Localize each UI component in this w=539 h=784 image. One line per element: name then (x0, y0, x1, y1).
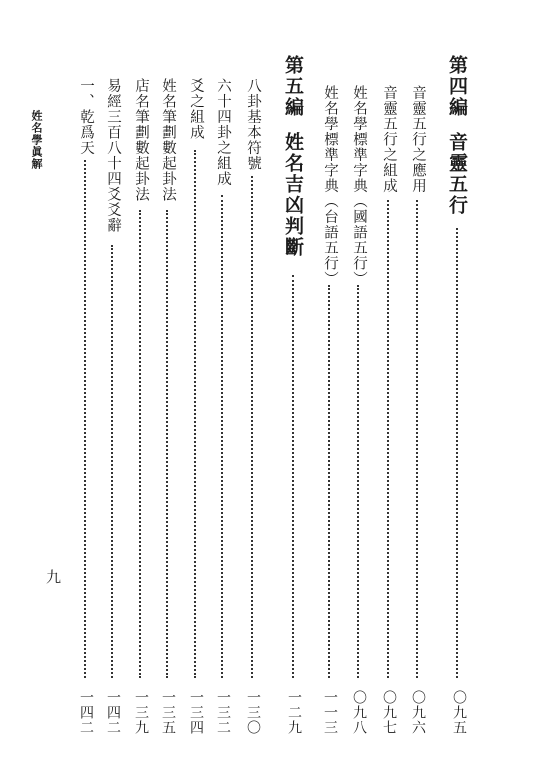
toc-entry-leader (416, 200, 418, 678)
toc-entry-page: 一四二 (78, 690, 94, 735)
toc-entry-leader (328, 285, 330, 678)
toc-entry-page: 一三四 (188, 690, 204, 735)
toc-entry-title: 易經三百八十四爻爻辭 (105, 78, 121, 233)
toc-entry-title: 音靈五行之組成 (381, 85, 397, 194)
toc-entry-title: 姓名學標準字典（台語五行） (322, 85, 338, 287)
toc-entry-title: 爻之組成 (188, 78, 204, 140)
part4-leader (456, 228, 458, 678)
part4-page-number: 〇九五 (451, 690, 467, 735)
toc-entry-title: 姓名學標準字典（國語五行） (351, 85, 367, 287)
toc-entry-title: 姓名筆劃數起卦法 (160, 78, 176, 202)
running-head: 姓名學眞解 (30, 110, 43, 170)
toc-entry-title: 一、乾爲天 (78, 78, 94, 156)
toc-entry-leader (221, 195, 223, 678)
toc-entry-title: 八卦基本符號 (245, 78, 261, 171)
toc-entry-page: 一一三 (322, 690, 338, 735)
toc-entry-page: 一三〇 (245, 690, 261, 735)
part4-title-name: 音靈五行 (446, 132, 468, 216)
toc-entry-leader (84, 160, 86, 678)
toc-entry-leader (166, 210, 168, 678)
folio: 九 (46, 568, 62, 586)
toc-entry-leader (357, 285, 359, 678)
toc-entry-page: 一三二 (215, 690, 231, 735)
toc-entry-page: 一三五 (160, 690, 176, 735)
toc-entry-leader (251, 176, 253, 678)
toc-entry-leader (194, 150, 196, 678)
part4-heading (444, 55, 471, 216)
toc-entry-title: 六十四卦之組成 (215, 78, 231, 187)
toc-entry-leader (111, 245, 113, 678)
part5-page-number: 一二九 (286, 690, 302, 735)
toc-entry-title: 音靈五行之應用 (410, 85, 426, 194)
toc-entry-page: 一三九 (133, 690, 149, 735)
part5-heading (280, 55, 307, 258)
part5-title-part: 第五編 (282, 55, 304, 118)
toc-entry-page: 〇九七 (381, 690, 397, 735)
toc-entry-title: 店名筆劃數起卦法 (133, 78, 149, 202)
toc-entry-leader (139, 210, 141, 678)
toc-entry-leader (387, 200, 389, 678)
toc-entry-page: 〇九八 (351, 690, 367, 735)
toc-entry-page: 〇九六 (410, 690, 426, 735)
part4-title-part: 第四編 (446, 55, 468, 118)
part5-leader (292, 275, 294, 678)
toc-entry-page: 一四二 (105, 690, 121, 735)
part5-title-name: 姓名吉凶判斷 (282, 132, 304, 258)
